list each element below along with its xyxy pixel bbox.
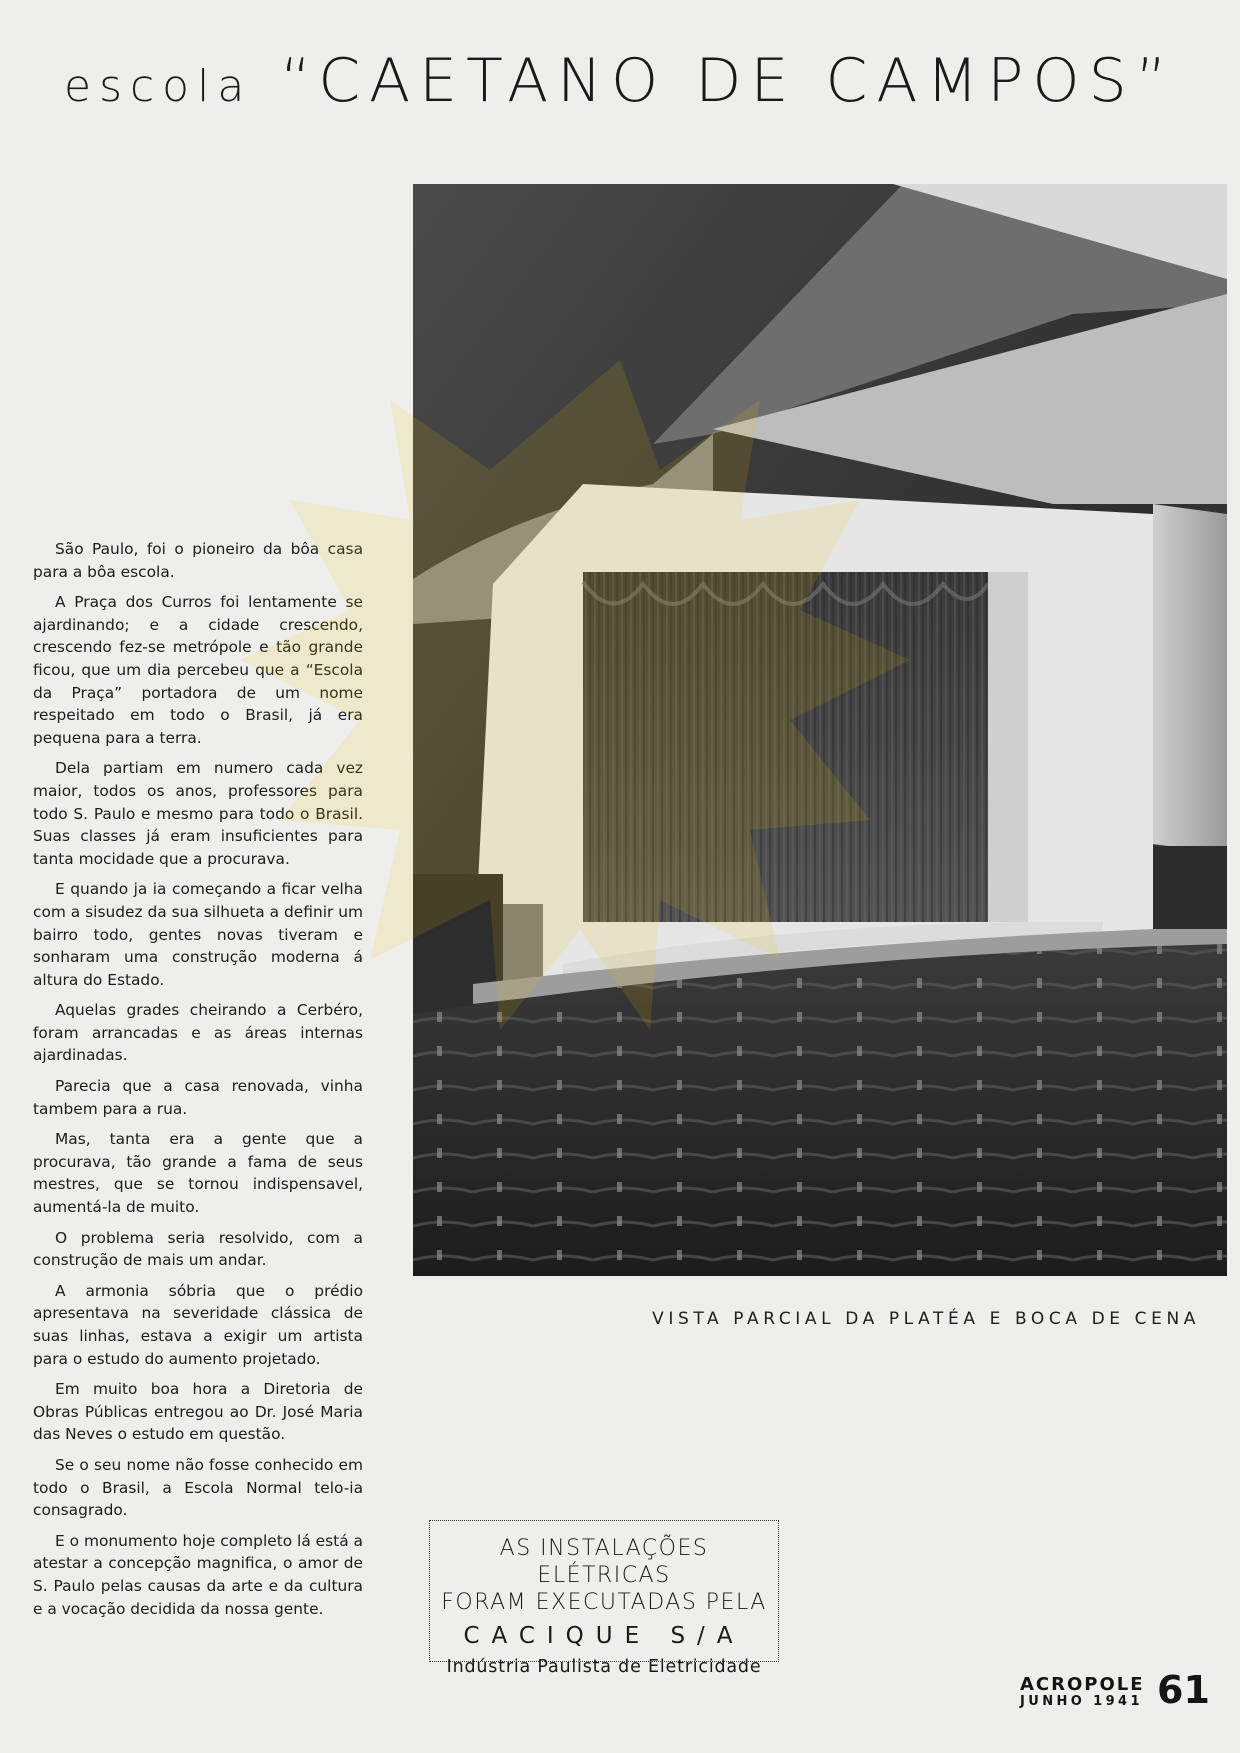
- magazine-name: ACROPOLE: [1020, 1674, 1145, 1695]
- article-paragraph: Parecia que a casa renovada, vinha tambem para a rua.: [33, 1077, 363, 1118]
- ad-line-1: AS INSTALAÇÕES ELÉTRICAS: [499, 1536, 709, 1588]
- article-paragraph: A armonia sóbria que o prédio apresentava na severidade clássica de suas linhas, estava a exigir um artista para o estudo do aumento projetado.: [33, 1281, 363, 1368]
- article-paragraph: Em muito boa hora a Diretoria de Obras Públicas entregou ao Dr. José Maria das Neves o estudo em questão.: [33, 1380, 363, 1444]
- article-paragraph: Aquelas grades cheirando a Cerbéro, foram arrancadas e as áreas internas ajardinadas.: [33, 1001, 363, 1065]
- page-title: [64, 46, 1174, 116]
- article-paragraph: Mas, tanta era a gente que a procurava, tão grande a fama de seus mestres, que se tornou indispensavel, aumentá-la de muito.: [33, 1130, 363, 1217]
- article-paragraph: São Paulo, foi o pioneiro da bôa casa para a bôa escola.: [33, 540, 363, 581]
- ad-company: CACIQUE S/A: [463, 1623, 745, 1649]
- article-paragraph: E quando ja ia começando a ficar velha com a sisudez da sua silhueta a definir um bairro todo, gentes novas tiveram e sonharam uma construção moderna á altura do Estado.: [33, 880, 363, 989]
- title-prefix: escola: [64, 61, 253, 112]
- article-paragraph: O problema seria resolvido, com a construção de mais um andar.: [33, 1228, 363, 1270]
- electrical-ad: [429, 1520, 779, 1677]
- title-name: “CAETANO DE CAMPOS”: [280, 46, 1176, 116]
- article-paragraph: Dela partiam em numero cada vez maior, todos os anos, professores para todo S. Paulo e mesmo para todo o Brasil. Suas classes já eram insuficientes para tanta mocidade que a procurava.: [33, 759, 363, 868]
- ad-line-2: FORAM EXECUTADAS PELA: [441, 1590, 767, 1615]
- auditorium-illustration: [413, 184, 1227, 1276]
- article-text: [33, 538, 363, 1628]
- page-number: 61: [1157, 1668, 1210, 1712]
- auditorium-photo: [413, 184, 1227, 1276]
- page-footer: [1020, 1668, 1220, 1728]
- issue-date: JUNHO 1941: [1020, 1694, 1143, 1709]
- article-paragraph: E o monumento hoje completo lá está a atestar a concepção magnifica, o amor de S. Paulo pelas causas da arte e da cultura e a vocação decidida da nossa gente.: [33, 1531, 363, 1618]
- article-paragraph: Se o seu nome não fosse conhecido em todo o Brasil, a Escola Normal telo-ia consagrado.: [33, 1455, 363, 1520]
- article-paragraph: A Praça dos Curros foi lentamente se ajardinando; e a cidade crescendo, crescendo fez-se metrópole e tão grande ficou, que um dia percebeu que a “Escola da Praça” portadora de um nome respeitado em todo o Brasil, já era pequena para a terra.: [33, 593, 363, 747]
- photo-caption: VISTA PARCIAL DA PLATÉA E BOCA DE CENA: [652, 1309, 1200, 1329]
- ad-tagline: Indústria Paulista de Eletricidade: [446, 1657, 762, 1677]
